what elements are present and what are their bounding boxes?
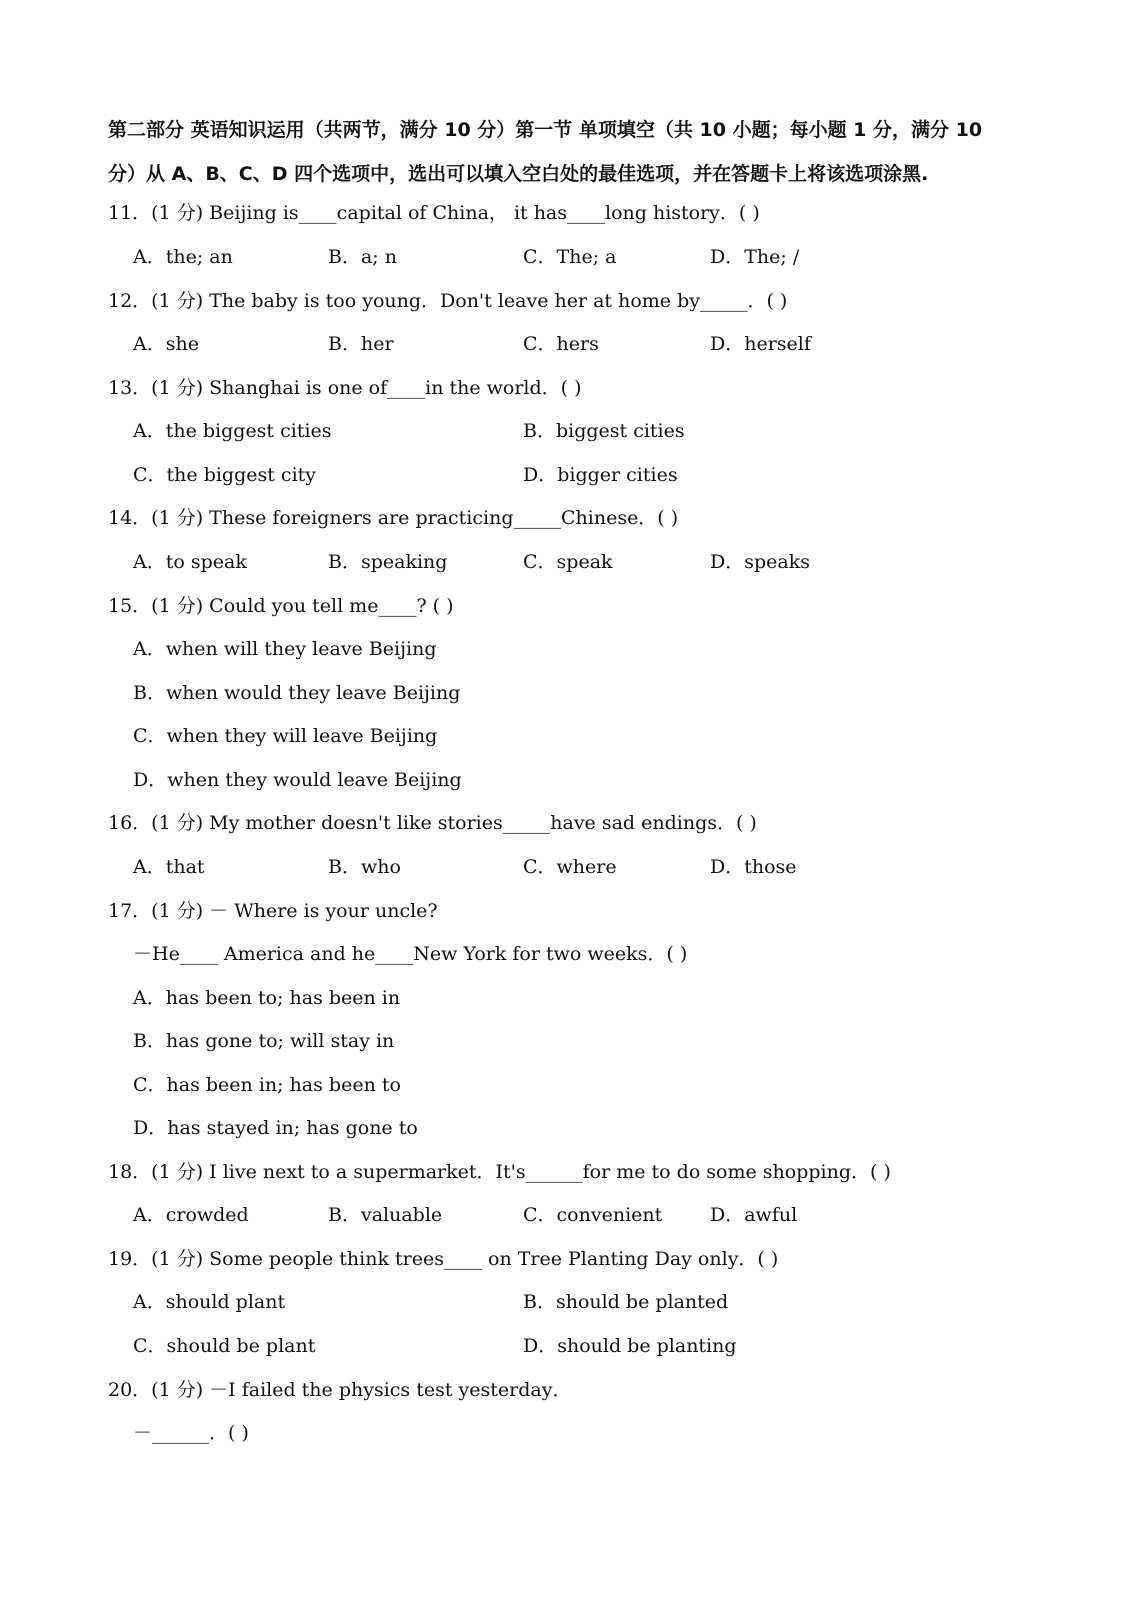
section-instructions [108, 108, 1028, 196]
question-19-stem: 19．(1 分) Some people think trees____ on Tree Planting Day only．( ) [108, 1248, 779, 1270]
question-12-stem: 12．(1 分) The baby is too young．Don't leave her at home by_____．( ) [108, 290, 788, 312]
option-a: A．when will they leave Beijing [133, 638, 437, 660]
question-15-stem: 15．(1 分) Could you tell me____? ( ) [108, 595, 454, 617]
option-b: B．valuable [328, 1204, 443, 1226]
option-c: C．when they will leave Beijing [133, 725, 438, 747]
question-14-options [133, 548, 810, 576]
option-c: C．The; a [523, 246, 617, 268]
question-18-stem: 18．(1 分) I live next to a supermarket．It's______for me to do some shopping．( ) [108, 1161, 891, 1183]
instructions-line-2: 分）从 A、B、C、D 四个选项中，选出可以填入空白处的最佳选项，并在答题卡上将该选项涂黑. [108, 163, 929, 185]
option-c: C．the biggest city [133, 464, 317, 486]
option-c: C．hers [523, 333, 599, 355]
option-c: C．where [523, 856, 617, 878]
question-19-options-row-2 [133, 1332, 737, 1360]
option-b: B．speaking [328, 551, 448, 573]
option-d: D．when they would leave Beijing [133, 769, 462, 791]
question-20-stem-2: －______．( ) [133, 1422, 249, 1444]
option-d: D．speaks [710, 551, 810, 573]
question-13-stem: 13．(1 分) Shanghai is one of____in the world．( ) [108, 377, 582, 399]
option-a: A．has been to; has been in [133, 987, 401, 1009]
option-b: B．her [328, 333, 394, 355]
option-c: C．convenient [523, 1204, 663, 1226]
question-16-stem: 16．(1 分) My mother doesn't like stories_____have sad endings．( ) [108, 812, 757, 834]
question-19-options-row-1 [133, 1288, 729, 1316]
option-c: C．speak [523, 551, 613, 573]
option-a: A．the; an [133, 246, 233, 268]
option-d: D．The; / [710, 246, 800, 268]
option-d: D．has stayed in; has gone to [133, 1117, 418, 1139]
option-d: D．bigger cities [523, 464, 678, 486]
option-a: A．the biggest cities [133, 420, 332, 442]
question-11-options [133, 243, 800, 271]
question-11-stem: 11．(1 分) Beijing is____capital of China， it has____long history．( ) [108, 202, 760, 224]
question-13-options-row-1 [133, 417, 685, 445]
option-b: B．should be planted [523, 1291, 729, 1313]
question-20-stem: 20．(1 分) －I failed the physics test yesterday． [108, 1379, 572, 1401]
question-16-options [133, 853, 797, 881]
option-c: C．should be plant [133, 1335, 316, 1357]
option-a: A．to speak [133, 551, 247, 573]
option-b: B．a; n [328, 246, 397, 268]
option-d: D．herself [710, 333, 811, 355]
question-17-stem-2: －He____ America and he____New York for two weeks．( ) [133, 943, 688, 965]
option-d: D．awful [710, 1204, 798, 1226]
option-a: A．that [133, 856, 205, 878]
option-c: C．has been in; has been to [133, 1074, 401, 1096]
option-b: B．who [328, 856, 401, 878]
question-18-options [133, 1201, 798, 1229]
question-17-stem: 17．(1 分) － Where is your uncle? [108, 900, 438, 922]
option-d: D．those [710, 856, 797, 878]
question-14-stem: 14．(1 分) These foreigners are practicing_____Chinese．( ) [108, 507, 679, 529]
option-a: A．she [133, 333, 199, 355]
option-a: A．should plant [133, 1291, 286, 1313]
option-b: B．biggest cities [523, 420, 685, 442]
question-13-options-row-2 [133, 461, 678, 489]
instructions-line-1: 第二部分 英语知识运用（共两节，满分 10 分）第一节 单项填空（共 10 小题；每小题 1 分，满分 10 [108, 119, 983, 141]
option-a: A．crowded [133, 1204, 249, 1226]
option-d: D．should be planting [523, 1335, 737, 1357]
option-b: B．has gone to; will stay in [133, 1030, 395, 1052]
question-12-options [133, 330, 811, 358]
option-b: B．when would they leave Beijing [133, 682, 461, 704]
